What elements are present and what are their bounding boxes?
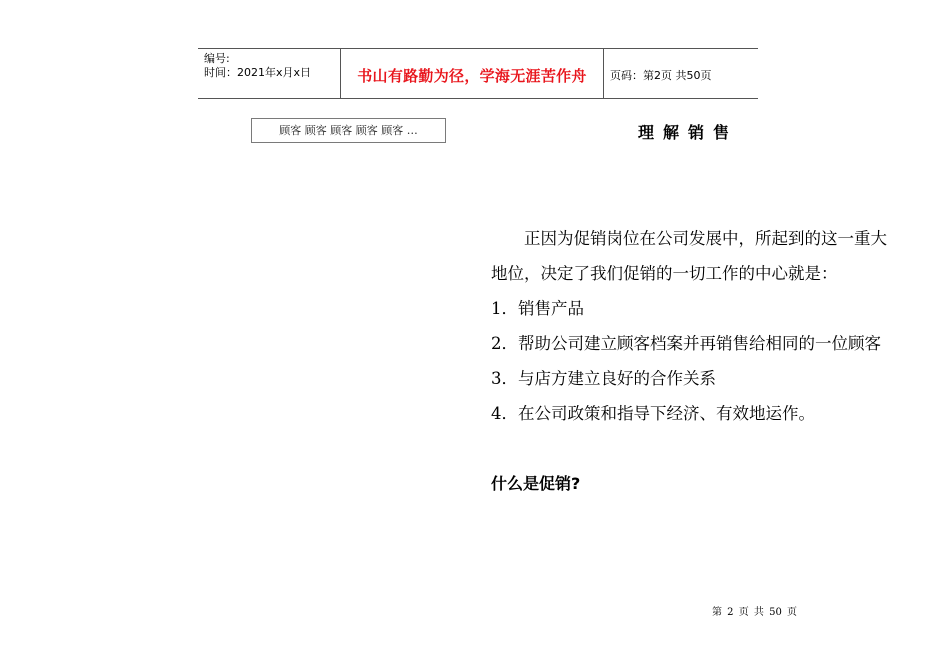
motto-text: 书山有路勤为径，学海无涯苦作舟 [357, 67, 587, 85]
list-item: 2．帮助公司建立顾客档案并再销售给相同的一位顾客 [491, 334, 881, 353]
list-item: 4．在公司政策和指导下经济、有效地运作。 [491, 404, 815, 423]
body-text [491, 221, 891, 501]
header-page-cell [604, 49, 758, 98]
subheading: 什么是促销? [491, 474, 581, 493]
list-item: 1．销售产品 [491, 299, 584, 318]
customer-repeat-box: 顾客 顾客 顾客 顾客 顾客 … [251, 118, 446, 143]
list-item: 3．与店方建立良好的合作关系 [491, 369, 716, 388]
document-number-label: 编号: [204, 52, 230, 65]
paragraph-spacer [491, 431, 891, 466]
header-meta-cell [198, 49, 341, 98]
page-header [198, 48, 758, 99]
header-motto-cell [341, 49, 604, 98]
document-date-label: 时间：2021年x月x日 [204, 66, 312, 79]
intro-paragraph: 正因为促销岗位在公司发展中，所起到的这一重大地位，决定了我们促销的一切工作的中心就是： [491, 229, 887, 283]
page-footer: 第 2 页 共 50 页 [712, 607, 797, 618]
section-title: 理解销售 [638, 123, 739, 142]
header-page-number: 页码：第2页 共50页 [610, 69, 712, 82]
